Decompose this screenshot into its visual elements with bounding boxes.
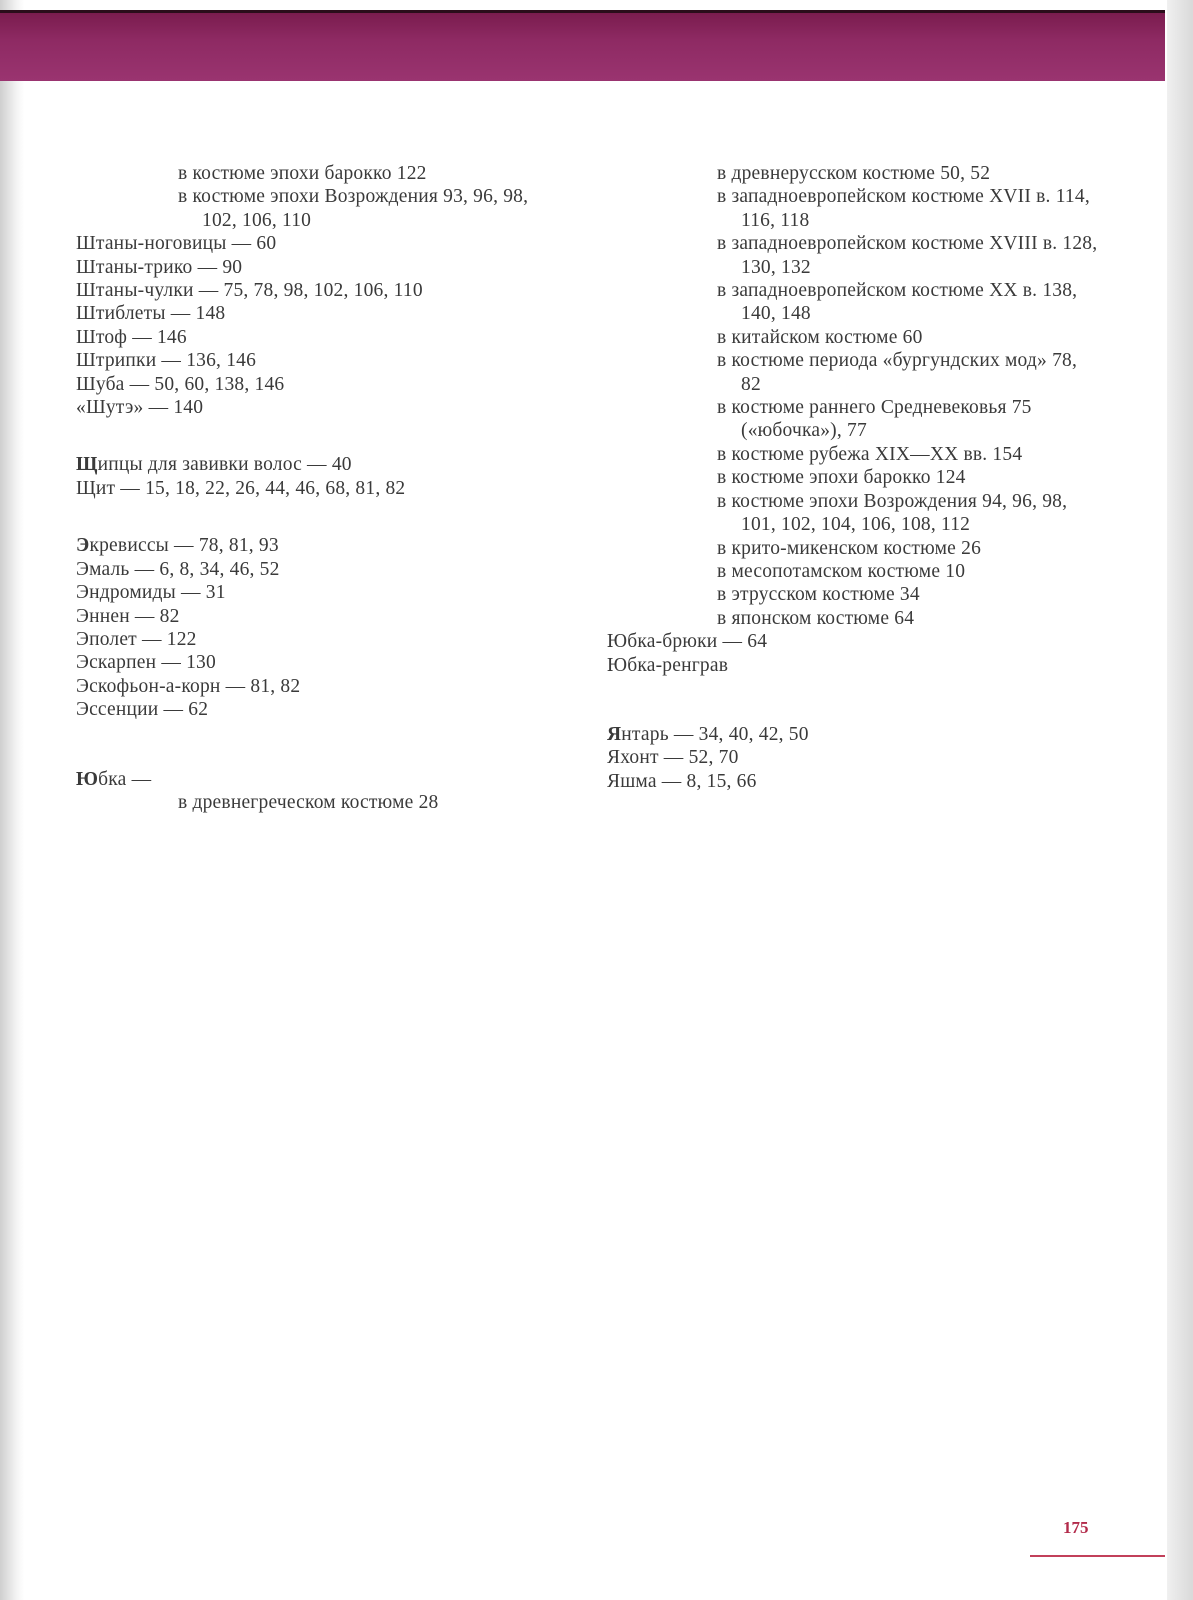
index-entry: Штиблеты — 148 [76,303,226,325]
index-entry: в китайском костюме 60 [717,326,923,348]
page-number-rule [1030,1555,1165,1557]
index-entry: в японском костюме 64 [717,607,915,629]
section-initial-letter: Щ [76,454,98,476]
index-entry: Эссенции — 62 [76,699,209,721]
index-entry: в древнерусском костюме 50, 52 [717,163,991,184]
letter-section-gap [76,500,616,534]
index-entry: («юбочка»), 77 [741,420,867,442]
page-right-edge [1167,0,1193,1600]
index-entry: в западноевропейском костюме XX в. 138, [717,280,1078,302]
section-initial-letter: Я [607,723,622,745]
index-entry: Эскофьон-а-корн — 81, 82 [76,675,301,697]
index-entry: Шуба — 50, 60, 138, 146 [76,373,285,395]
index-entry: Эскарпен — 130 [76,652,216,674]
index-entry: в крито-микенском костюме 26 [717,537,982,559]
index-entry: Эннен — 82 [76,605,180,627]
index-column-left [76,162,616,814]
index-entry: Щипцы для завивки волос — 40 [76,454,352,476]
index-entry: в костюме эпохи барокко 124 [717,467,966,489]
index-entry: Эполет — 122 [76,628,197,650]
index-entry: Юбка — [76,768,152,790]
page-gutter-shadow [0,0,24,1600]
index-entry: 82 [741,373,761,395]
index-entry: в костюме эпохи Возрождения 93, 96, 98, [178,186,529,208]
index-entry: в древнегреческом костюме 28 [178,791,439,813]
index-entry: Эндромиды — 31 [76,582,226,604]
section-initial-letter: Ю [76,768,99,790]
index-entry: Яшма — 8, 15, 66 [607,770,757,792]
index-entry: Штаны-чулки — 75, 78, 98, 102, 106, 110 [76,280,423,302]
index-entry: Янтарь — 34, 40, 42, 50 [607,723,809,745]
index-entry: 116, 118 [741,209,810,231]
index-entry: в костюме периода «бургундских мод» 78, [717,350,1078,372]
index-entry: 102, 106, 110 [202,209,312,231]
index-entry: в западноевропейском костюме XVII в. 114, [717,186,1090,208]
index-entry: Щит — 15, 18, 22, 26, 44, 46, 68, 81, 82 [76,477,406,499]
index-entry: в западноевропейском костюме XVIII в. 128, [717,233,1098,255]
index-entry: в костюме рубежа XIX—XX вв. 154 [717,443,1023,465]
index-entry: 130, 132 [741,256,811,278]
index-entry: Штаны-трико — 90 [76,256,243,278]
page-number: 175 [1063,1518,1089,1537]
letter-section-gap [607,677,1127,723]
index-entry: в этрусском костюме 34 [717,584,920,606]
index-entry: Юбка-брюки — 64 [607,631,768,653]
index-column-right [607,162,1127,793]
index-entry: Юбка-ренграв [607,654,729,676]
section-initial-letter: Э [76,535,90,557]
index-entry: в месопотамском костюме 10 [717,560,966,582]
index-entry: Штрипки — 136, 146 [76,350,257,372]
letter-section-gap [76,419,616,453]
index-entry: «Шутэ» — 140 [76,397,204,419]
index-entry: 101, 102, 104, 106, 108, 112 [741,514,971,536]
index-entry: Яхонт — 52, 70 [607,747,739,769]
index-entry: в костюме эпохи барокко 122 [178,163,427,184]
index-entry: Штаны-ноговицы — 60 [76,233,277,255]
index-entry: Эмаль — 6, 8, 34, 46, 52 [76,558,280,580]
index-entry: Штоф — 146 [76,326,187,348]
header-color-band [0,10,1165,81]
index-entry: в костюме раннего Средневековья 75 [717,397,1032,419]
index-entry: 140, 148 [741,303,811,325]
index-entry: в костюме эпохи Возрождения 94, 96, 98, [717,490,1068,512]
index-entry: Экревиссы — 78, 81, 93 [76,535,279,557]
letter-section-gap [76,722,616,768]
